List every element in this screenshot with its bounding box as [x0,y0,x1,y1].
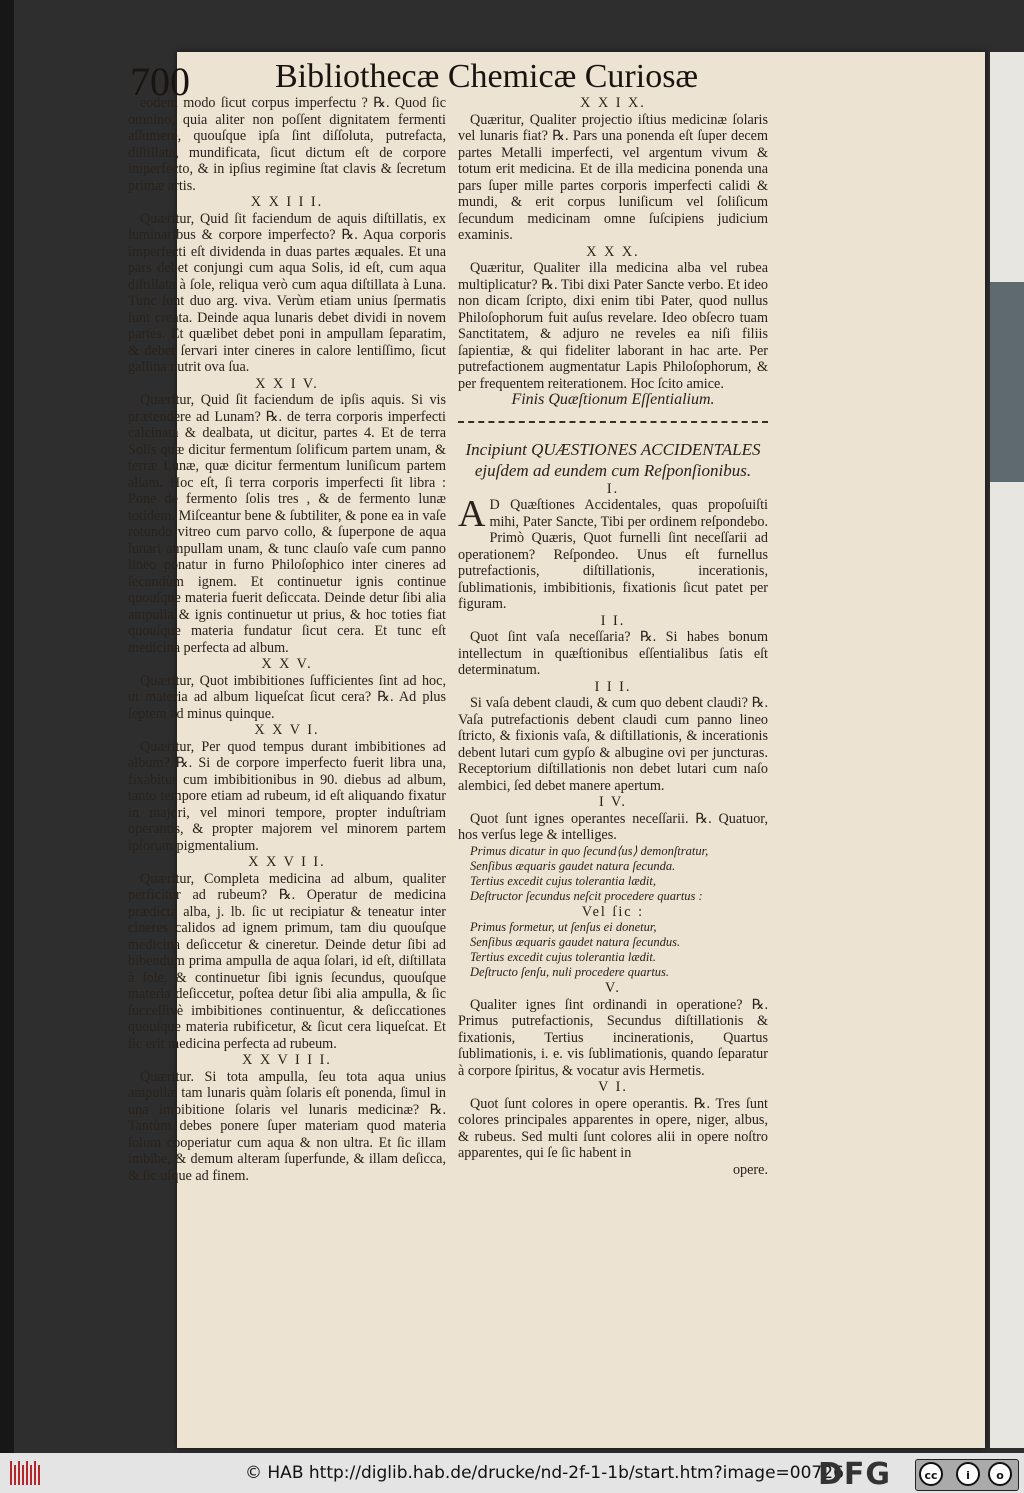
scan-left-edge [0,0,14,1453]
paragraph: Qualiter ignes ſint ordinandi in operatione? ℞. Primus putrefactionis, Secundus diſtillationis & fixationis, Tertius incinerationis, Quartus ſublimationis, i. e. vis ſublimationis, quando ſeparatur à corpore ſpiritus, & vocatur avis Hermetis. [458,996,768,1079]
verse-line: Primus formetur, ut ſenſus ei donetur, [470,920,657,934]
verse-line: Deſtructo ſenſu, nuli procedere quartus. [470,965,670,979]
paragraph: Quot ſint vaſa neceſſaria? ℞. Si habes bonum intellectum in quæſtionibus eſſentialibus ſatis eſt determinatum. [458,629,768,678]
verse-line: Primus dicatur in quo ſecund⟨us⟩ demonſtratur, [470,843,709,858]
section-heading: I I. [600,612,626,629]
hab-logo-bar [38,1465,40,1485]
paragraph: Quæritur. Si tota ampulla, ſeu tota aqua unius ampullæ tam lunaris quàm ſolaris eſt ponenda, ſimul in una imbibitione ſolaris vel lunaris medicinæ? ℞. Tantùm debes ponere ſuper materiam quod materia ſolum cooperiatur cum aqua & non ultra. Et ſic illam imbibe, & demum alteram ſuperfunde, & illam deſicca, & ſic uſque ad finem. [128,1068,446,1184]
section-heading: X X I V. [255,375,319,392]
verse-line: Tertius excedit cujus tolerantia lædit. [470,950,656,964]
section-heading: I. [606,480,620,497]
section-heading: I I I. [594,678,632,695]
hab-logo-bar [34,1461,36,1485]
color-calibration-tab [990,282,1024,482]
adjacent-page-edge [990,52,1024,1448]
section-heading: X X V I I. [248,854,326,870]
verse-line: Senſibus æquaris gaudet natura ſecundus. [470,935,681,949]
cc-icon: cc [919,1462,943,1486]
paragraph: Quæritur, Completa medicina ad album, qualiter perficitur ad rubeum? ℞. Operatur de medicina prædicta alba, j. lb. ſic ut recipiatur & teneatur inter cineres calidos ad ignem primum, tam diu quouſque medicina deſiccetur & cineretur. Deinde detur ſibi ad bibendum prima ampulla de aqua ſolari, id eſt, diſtillata à ſole, & continuetur ſibi ignis ſecundus, quouſque materia deſiccetur, poſtea detur ſibi alia ampulla, & ſic ſucceſſivè imbibitiones continuentur, & deſiccationes quouſque materia rubificetur, & ſicut cera liqueſcat. Et ſic erit medicina perfecta ad rubeum. [128,870,446,1052]
paragraph: Si vaſa debent claudi, & cum quo debent claudi? ℞. Vaſa putrefactionis debent claudi cum panno lineo ſtricto, & fixionis vaſa, & diſtillationis, & incerationis debent lutari cum gypſo & albugine ovi per juncturas. Receptorium diſtillationis non debet lutari cum naſo alembici, ſed debet manere apertum. [458,695,768,794]
section-heading: V I. [598,1079,628,1095]
paragraph: Quæritur, Qualiter projectio iſtius medicinæ ſolaris vel lunaris fiat? ℞. Pars una ponenda eſt ſuper decem partes Metalli imperfecti, vel argentum vivum & totum erit medicina. Et de illa medicina ponenda una pars ſuper mille partes corporis imperfecti calidi & mundi, & erit corpus luniſicum vel ſoliſicum ſecundum medicinam omne ſuſcipiens judicium examinis. [458,111,768,243]
text-column-left [128,95,446,1184]
hab-logo-bar [18,1461,20,1485]
sa-icon: o [988,1462,1012,1486]
section-heading: X X X. [586,243,640,260]
paragraph: eodem modo ſicut corpus imperfectu ? ℞. Quod ſic omnino, quia aliter non poſſent dignitatem fermenti aſſumere, quouſque ipſa ſint diſſoluta, putrefacta, diſtillata, mundificata, ſicut dictum eſt de corpore imperfecto, & in ipſius regimine ſtat clavis & ſecretum primæ artis. [128,95,446,194]
viewer-footer [0,1453,1024,1493]
section-heading: I V. [599,794,627,810]
page-number: 700 [130,59,190,104]
by-icon: i [956,1462,980,1486]
hab-logo-bar [10,1461,12,1485]
paragraph: Quæritur, Qualiter illa medicina alba vel rubea multiplicatur? ℞. Tibi dixi Pater Sancte verbo. Et ideo non dicam ſcripto, dixi enim tibi Pater, quod nullus Philoſophorum fuit auſus revelare. Ideo obſecro tuam Sanctitatem, & adjuro ne reveles ea niſi filiis ſapientiæ, & qui fideliter laborant in hac arte. Per putrefactionem augmentatur Lapis Philoſophorum, & per frequentem reiterationem. Hoc ſcito amice. [458,260,768,392]
section-heading: X X V I I I. [242,1052,332,1068]
paragraph: Quæritur, Quid ſit faciendum de ipſis aquis. Si vis prætendere ad Lunam? ℞. de terra corporis imperfecti calcinata & dealbata, ut dicitur, partes 4. Et de terra Solis quæ dicitur fermentum ſolificum partem unam, & terræ Lunæ, quæ dicitur fermentum luniſicum partem aliam. Hoc eſt, ſi terra corporis imperfecti ſit libra : Pone de fermento ſolis tres , & de fermento lunæ totidem. Miſceantur bene & ſubtiliter, & pone ea in vaſe rotundo vitreo cum parvo collo, & ſuperpone de aqua lunari ampullam unam, & tunc clauſo vaſe cum panno lineo ponatur in furno Philoſophico inter cineres ad ſecundùm ignem. Et continuetur ignis continue quouſque materia fuerit deſiccata. Deinde detur ſibi alia ampulla & ignis continuetur ut prius, & hoc toties fiat quouſque materia fundatur ſicut cera. Et tunc eſt medicina perfecta ad album. [128,392,446,656]
hab-logo-bar [14,1465,16,1485]
section-heading: V. [605,980,621,996]
running-title: Bibliothecæ Chemicæ Curiosæ [275,58,699,95]
verse-line: Deſtructor ſecundus neſcit procedere quartus : [470,888,703,903]
paragraph: Quot ſunt colores in opere operantis. ℞. Tres ſunt colores principales apparentes in opere, niger, albus, & rubeus. Sed multi ſunt colores alii in opere noſtro apparentes, qui ſe ſic habent in [458,1095,768,1161]
drop-cap: A [458,493,486,535]
copyright-url[interactable]: © HAB http://diglib.hab.de/drucke/nd-2f-1-1b/start.htm?image=00726 [245,1463,844,1483]
section-heading: Vel ſic : [581,903,645,920]
section-heading: X X V. [261,656,313,672]
finis-line: Finis Quæſtionum Eſſentialium. [511,391,715,408]
paragraph-text: D Quæſtiones Accidentales, quas propoſuiſti mihi, Pater Sancte, Tibi per ordinem reſpondebo. Primò Quæris, Quot furnelli ſint neceſſarii ad operationem? Reſpondeo. Unus eſt furnellus putrefactionis, diſtillationis, incerationis, ſublimationis, imbibitionis, fixationis ſicut patet per figuram. [458,497,768,612]
paragraph: Quæritur, Per quod tempus durant imbibitiones ad album? ℞. Si de corpore imperfecto fuerit libra una, fixabitur cum imbibitionibus in 90. diebus ad album, tanto tempore etiam ad rubeum, id eſt aliquando fixatur in majori, vel minori tempore, propter induſtriam operantis, & propter majorem vel minorem partem ipſorum pigmentalium. [128,738,446,854]
verse-line: Senſibus æquaris gaudet natura ſecunda. [470,858,676,873]
paragraph: Quæritur, Quot imbibitiones ſufficientes ſint ad hoc, ut materia ad album liqueſcat ſicut cera? ℞. Ad plus ſeptem ad minus quinque. [128,672,446,722]
catchword: opere. [732,1161,768,1178]
section-divider [458,421,768,423]
verse-line: Tertius excedit cujus tolerantia lædit, [470,873,656,888]
hab-logo-bar [22,1465,24,1485]
dfg-logo: DFG [818,1457,892,1492]
hab-logo-bar [26,1461,28,1485]
hab-logo-icon [8,1459,42,1487]
section-heading: X X I X. [580,95,646,111]
hab-logo-bar [30,1465,32,1485]
section-title: Incipiunt QUÆSTIONES ACCIDENTALES ejuſdem ad eundem cum Reſponſionibus. [465,439,761,480]
section-heading: X X V I. [254,722,320,738]
cc-license-badge[interactable] [915,1459,1019,1491]
text-column-right [458,95,768,1178]
section-heading: X X I I I. [250,194,324,210]
paragraph [458,493,768,613]
paragraph: Quæritur, Quid ſit faciendum de aquis diſtillatis, ex luminaribus & corpore imperfecto? ℞. Aqua corporis imperfecti eſt dividenda in duas partes æquales. Et una pars debet conjungi cum aqua Solis, id eſt, cum aqua diſtillata à ſole, reliqua verò cum aqua diſtillata à Luna. Tunc ſunt duo arg. viva. Verùm etiam unius ſpermatis ſunt creata. Deinde aqua lunaris debet dividi in novem partes. Et quælibet debet poni in ampullam ſeparatim, & debet ſervari inter cineres in calore lentiſſimo, ſicut gallina nutrit ova ſua. [128,210,446,375]
paragraph: Quot ſunt ignes operantes neceſſarii. ℞. Quatuor, hos verſus lege & intelliges. [458,810,768,843]
